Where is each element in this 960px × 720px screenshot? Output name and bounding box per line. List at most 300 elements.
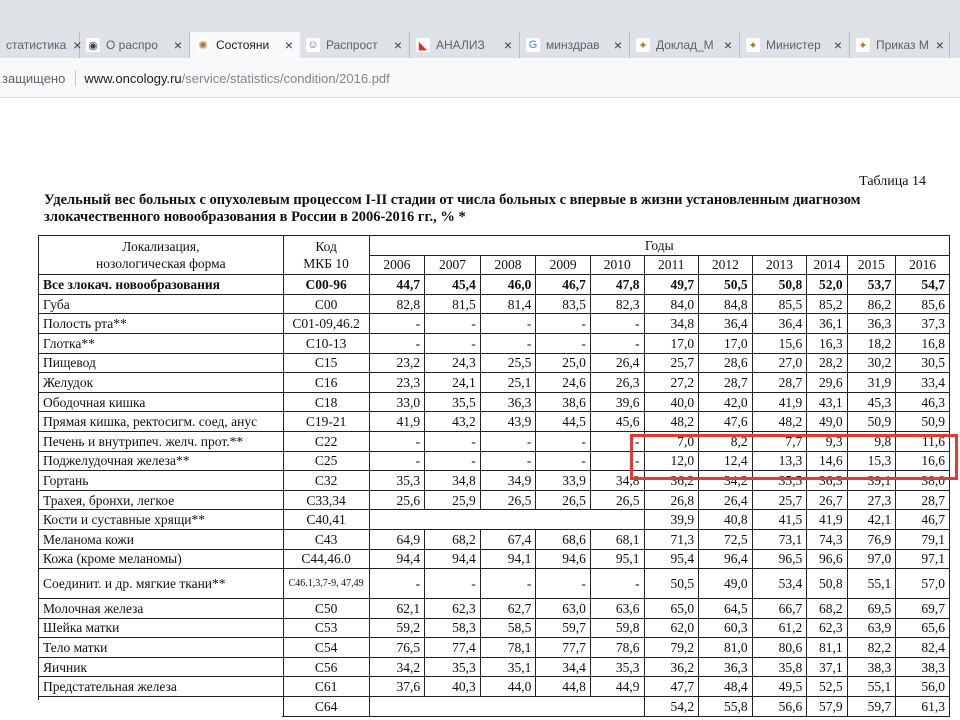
value-cell: 64,5 [699,599,753,619]
table-title: Удельный вес больных с опухолевым процессом I-II стадии от числа больных с впервые в жизни установленным диагнозом злокачественного новообразования в России в 2006-2016 гг., % * [44,192,861,225]
value-cell: 82,4 [896,638,950,658]
value-cell: 80,6 [752,638,807,658]
value-cell: 57,0 [896,569,950,599]
value-cell: 54,2 [644,697,699,717]
value-cell: 53,7 [847,275,896,295]
value-cell: 15,3 [847,451,896,471]
value-cell: - [480,431,536,451]
value-cell: 61,3 [896,697,950,717]
value-cell: 59,7 [536,618,591,638]
value-cell: - [536,451,591,471]
value-cell: 27,0 [752,353,807,373]
row-name: Полость рта** [39,314,284,334]
value-cell: 28,7 [752,373,807,393]
value-cell: 16,6 [896,451,950,471]
value-cell: 26,4 [699,490,753,510]
pdf-document [0,98,960,720]
value-cell: 95,4 [644,549,699,569]
tab-strip [0,32,960,58]
row-name: Гортань [39,471,284,491]
table-row [39,392,950,412]
value-cell: 49,7 [644,275,699,295]
row-code: C22 [283,431,369,451]
row-name: Трахея, бронхи, легкое [39,490,284,510]
year-2006: 2006 [369,255,425,275]
value-cell: 43,1 [807,392,847,412]
value-cell: - [425,314,481,334]
value-cell: 97,0 [847,549,896,569]
tab-label: Состояни [216,38,270,52]
value-cell: 76,9 [847,529,896,549]
header-loc-line2: нозологическая форма [96,256,226,272]
row-code: C64 [283,697,369,717]
value-cell: 50,5 [699,275,753,295]
value-cell: 41,9 [369,412,425,432]
value-cell: 44,9 [590,677,644,697]
value-cell: - [590,314,644,334]
value-cell: 11,6 [896,431,950,451]
table-row [39,677,950,697]
value-cell: - [590,333,644,353]
value-cell: 43,2 [425,412,481,432]
value-cell: - [369,451,425,471]
value-cell: 56,0 [896,677,950,697]
value-cell: 86,2 [847,294,896,314]
browser-tab-0[interactable] [0,32,80,58]
value-cell: 81,4 [480,294,536,314]
value-cell: 76,5 [369,638,425,658]
eagle-icon: ✦ [746,38,760,52]
value-cell: 59,7 [847,697,896,717]
tab-label: АНАЛИЗ [436,38,485,52]
value-cell: 55,1 [847,569,896,599]
value-cell: 49,5 [752,677,807,697]
value-cell: 30,2 [847,353,896,373]
value-cell: 44,5 [536,412,591,432]
value-cell: 16,3 [807,333,847,353]
table-row [39,510,950,530]
header-years: Годы [369,236,949,256]
row-code: C16 [283,373,369,393]
url-host[interactable]: www.oncology.ru [84,70,182,86]
value-cell: 36,3 [699,657,753,677]
value-cell: 37,3 [896,314,950,334]
browser-tab-3[interactable] [300,32,410,58]
value-cell: 41,9 [752,392,807,412]
value-cell: - [369,333,425,353]
row-name: Меланома кожи [39,529,284,549]
value-cell: 17,0 [644,333,699,353]
row-name: Шейка матки [39,618,284,638]
value-cell: 15,6 [752,333,807,353]
value-cell: 84,8 [699,294,753,314]
value-cell: 43,9 [480,412,536,432]
table-body [39,275,950,716]
table-row [39,569,950,599]
value-cell: 47,7 [644,677,699,697]
browser-tab-6[interactable] [630,32,740,58]
value-cell: 46,0 [480,275,536,295]
value-cell: 7,0 [644,431,699,451]
row-name: Тело матки [39,638,284,658]
value-cell: 28,7 [896,490,950,510]
value-cell: 47,6 [699,412,753,432]
value-cell: 36,3 [480,392,536,412]
value-cell: - [590,569,644,599]
value-cell: 58,3 [425,618,481,638]
value-cell: 38,6 [536,392,591,412]
value-cell: 62,3 [807,618,847,638]
value-cell: 52,5 [807,677,847,697]
value-cell: 30,5 [896,353,950,373]
value-cell: 94,1 [480,549,536,569]
value-cell: 68,6 [536,529,591,549]
value-cell: 42,0 [699,392,753,412]
eagle-icon: ✦ [636,38,650,52]
row-name: Пищевод [39,353,284,373]
row-code: C25 [283,451,369,471]
value-cell: 68,2 [807,599,847,619]
value-cell: 37,6 [369,677,425,697]
value-cell: 48,2 [644,412,699,432]
value-cell: 29,6 [807,373,847,393]
row-code: C19-21 [283,412,369,432]
value-cell: 62,0 [644,618,699,638]
value-cell: 44,8 [536,677,591,697]
value-cell: 48,2 [752,412,807,432]
close-icon[interactable]: × [73,37,82,53]
value-cell: 96,5 [752,549,807,569]
tab-label: минздрав [546,38,600,52]
value-cell: 53,4 [752,569,807,599]
value-cell: 55,1 [847,677,896,697]
value-cell: - [480,314,536,334]
value-cell: 54,7 [896,275,950,295]
value-cell: 27,3 [847,490,896,510]
value-cell: 26,5 [536,490,591,510]
value-cell: 36,3 [847,314,896,334]
value-cell: 68,2 [425,529,481,549]
value-cell: - [369,431,425,451]
row-code: C53 [283,618,369,638]
value-cell: - [369,314,425,334]
value-cell: 38,3 [896,657,950,677]
row-name: Предстательная железа [39,677,284,697]
value-cell: 77,7 [536,638,591,658]
value-cell: 13,3 [752,451,807,471]
value-cell: 35,1 [480,657,536,677]
row-name: Молочная железа [39,599,284,619]
header-code [283,236,369,275]
value-cell: 50,8 [752,275,807,295]
value-cell: 34,4 [536,657,591,677]
year-2015: 2015 [847,255,896,275]
value-cell: 35,5 [425,392,481,412]
year-2009: 2009 [536,255,591,275]
row-code: C18 [283,392,369,412]
address-separator [75,70,76,86]
close-icon[interactable]: × [935,37,944,53]
table-row [39,490,950,510]
value-cell: - [425,451,481,471]
row-name: Яичник [39,657,284,677]
row-code: C00-96 [283,275,369,295]
row-name: Все злокач. новообразования [39,275,284,295]
table-row [39,638,950,658]
value-cell: 36,4 [699,314,753,334]
browser-tab-4[interactable] [410,32,520,58]
value-cell: 94,6 [536,549,591,569]
row-code: C33,34 [283,490,369,510]
row-name: Губа [39,294,284,314]
value-cell: 55,8 [699,697,753,717]
header-localization [39,236,284,275]
value-cell: 52,0 [807,275,847,295]
value-cell: 24,1 [425,373,481,393]
value-cell: - [480,569,536,599]
value-cell: 77,4 [425,638,481,658]
value-cell: 69,7 [896,599,950,619]
value-cell: 41,5 [752,510,807,530]
row-name: Кожа (кроме меланомы) [39,549,284,569]
table-row [39,529,950,549]
close-icon[interactable]: × [613,37,623,53]
row-code: C46.1,3,7-9, 47,49 [283,569,369,599]
value-cell: 14,6 [807,451,847,471]
value-cell: 50,8 [807,569,847,599]
value-cell: 26,7 [807,490,847,510]
row-code: C10-13 [283,333,369,353]
value-cell: 57,9 [807,697,847,717]
tab-label: статистика [6,38,67,52]
value-cell: 83,5 [536,294,591,314]
value-cell: 24,3 [425,353,481,373]
value-cell: 36,2 [644,471,699,491]
table-row [39,471,950,491]
value-cell: 56,6 [752,697,807,717]
value-cell: 26,5 [590,490,644,510]
browser-tab-bar [0,0,960,58]
value-cell: 35,5 [752,471,807,491]
value-cell: 74,3 [807,529,847,549]
bottom-overlay [0,700,282,720]
value-cell: 9,8 [847,431,896,451]
value-cell: 95,1 [590,549,644,569]
value-cell: 38,3 [847,657,896,677]
year-2008: 2008 [480,255,536,275]
value-cell: 79,2 [644,638,699,658]
value-cell: - [536,431,591,451]
value-cell: 31,9 [847,373,896,393]
row-name: Прямая кишка, ректосигм. соед, анус [39,412,284,432]
row-name: Кости и суставные хрящи** [39,510,284,530]
row-name: Желудок [39,373,284,393]
value-cell: - [425,431,481,451]
value-cell: 25,1 [480,373,536,393]
value-cell: 40,8 [699,510,753,530]
year-2016: 2016 [896,255,950,275]
value-cell: 96,4 [699,549,753,569]
value-cell: - [590,431,644,451]
value-cell: 45,3 [847,392,896,412]
close-icon[interactable]: × [284,37,294,53]
value-cell: 58,5 [480,618,536,638]
row-code: C15 [283,353,369,373]
tab-label: Распрост [326,38,378,52]
close-icon[interactable]: × [173,37,183,53]
value-cell: 69,5 [847,599,896,619]
table-row [39,431,950,451]
value-cell: 59,2 [369,618,425,638]
browser-tab-5[interactable] [520,32,630,58]
browser-tab-7[interactable] [740,32,850,58]
crab-icon: ✺ [196,38,210,52]
value-cell: 16,8 [896,333,950,353]
table-row [39,353,950,373]
value-cell: 33,4 [896,373,950,393]
value-cell: - [480,451,536,471]
header-code-line2: МКБ 10 [303,256,349,272]
value-cell: 82,2 [847,638,896,658]
table-row [39,599,950,619]
value-cell: 12,0 [644,451,699,471]
value-cell: 39,6 [590,392,644,412]
value-cell: 62,1 [369,599,425,619]
value-cell: 48,4 [699,677,753,697]
value-cell: 7,7 [752,431,807,451]
year-2007: 2007 [425,255,481,275]
table-row [39,314,950,334]
row-code: C61 [283,677,369,697]
tab-label: Приказ М [876,38,929,52]
value-cell: - [480,333,536,353]
person-icon: ☺ [307,39,319,51]
value-cell: 46,7 [536,275,591,295]
value-cell: 23,3 [369,373,425,393]
value-cell: 26,4 [590,353,644,373]
value-cell: 17,0 [699,333,753,353]
value-cell: 45,4 [425,275,481,295]
row-code: C40,41 [283,510,369,530]
value-cell: - [536,314,591,334]
value-cell: 94,4 [425,549,481,569]
value-cell: - [536,569,591,599]
value-cell: 72,5 [699,529,753,549]
value-cell: - [425,569,481,599]
value-cell: 36,3 [807,471,847,491]
value-cell: 27,2 [644,373,699,393]
statistics-table [38,235,950,717]
value-cell: 36,2 [644,657,699,677]
browser-tab-8[interactable] [850,32,950,58]
tab-label: О распро [106,38,158,52]
value-cell: 81,0 [699,638,753,658]
row-code: C54 [283,638,369,658]
google-icon: G [526,38,540,52]
value-cell: 65,0 [644,599,699,619]
value-cell: 33,0 [369,392,425,412]
tab-label: Доклад_М [656,38,714,52]
value-cell: - [536,333,591,353]
year-2014: 2014 [807,255,847,275]
value-cell: 50,5 [644,569,699,599]
close-icon[interactable]: × [503,37,513,53]
year-2011: 2011 [644,255,699,275]
table-row [39,549,950,569]
year-2013: 2013 [752,255,807,275]
value-cell: 42,1 [847,510,896,530]
value-cell: 71,3 [644,529,699,549]
table-number: Таблица 14 [859,174,926,189]
value-cell: 36,1 [807,314,847,334]
browser-tab-1[interactable] [80,32,190,58]
header-loc-line1: Локализация, [122,239,200,255]
year-2010: 2010 [590,255,644,275]
empty-cell [369,510,644,530]
row-code: C50 [283,599,369,619]
close-icon[interactable]: × [833,37,843,53]
value-cell: 63,6 [590,599,644,619]
value-cell: 44,0 [480,677,536,697]
value-cell: 34,8 [425,471,481,491]
table-row [39,294,950,314]
url-path[interactable]: /service/statistics/condition/2016.pdf [181,70,390,86]
close-icon[interactable]: × [723,37,733,53]
value-cell: 8,2 [699,431,753,451]
value-cell: 34,2 [699,471,753,491]
value-cell: 23,2 [369,353,425,373]
value-cell: 94,4 [369,549,425,569]
value-cell: 96,6 [807,549,847,569]
security-label[interactable]: защищено [2,70,66,86]
value-cell: 28,7 [699,373,753,393]
value-cell: 25,6 [369,490,425,510]
table-row [39,275,950,295]
close-icon[interactable]: × [393,37,403,53]
row-code: C44,46.0 [283,549,369,569]
row-code: C56 [283,657,369,677]
value-cell: 35,3 [590,657,644,677]
value-cell: 68,1 [590,529,644,549]
value-cell: 81,1 [807,638,847,658]
value-cell: 81,5 [425,294,481,314]
value-cell: 25,7 [644,353,699,373]
header-code-line1: Код [315,239,337,255]
row-name: Ободочная кишка [39,392,284,412]
value-cell: 28,6 [699,353,753,373]
value-cell: 73,1 [752,529,807,549]
value-cell: 82,3 [590,294,644,314]
address-bar[interactable] [0,58,960,98]
value-cell: 63,0 [536,599,591,619]
table-row [39,373,950,393]
value-cell: 39,9 [644,510,699,530]
value-cell: 61,2 [752,618,807,638]
value-cell: 49,0 [807,412,847,432]
browser-tab-2[interactable] [190,32,300,58]
table-row [39,333,950,353]
value-cell: 62,7 [480,599,536,619]
row-code: C01-09,46.2 [283,314,369,334]
value-cell: 67,4 [480,529,536,549]
row-name: Печень и внутрипеч. желч. прот.** [39,431,284,451]
year-2012: 2012 [699,255,753,275]
row-code: C43 [283,529,369,549]
table-row [39,451,950,471]
tab-label: Министер [766,38,821,52]
value-cell: 46,3 [896,392,950,412]
value-cell: 34,9 [480,471,536,491]
